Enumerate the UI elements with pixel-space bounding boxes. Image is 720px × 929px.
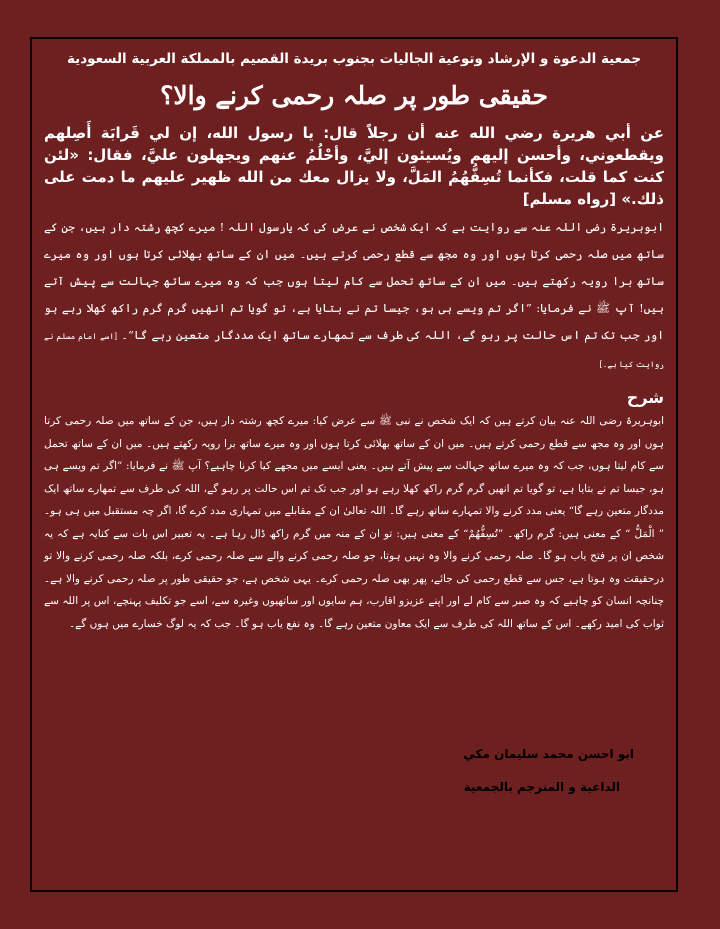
signature-title: الداعية و المنرجم بالجمعية xyxy=(463,780,620,794)
page-title: حقیقی طور پر صلہ رحمی کرنے والا؟ xyxy=(160,81,548,110)
organization-header: جمعية الدعوة و الإرشاد وتوعية الجاليات بجنوب بريدة القصيم بالمملكة العربية السعودية xyxy=(66,51,642,67)
translation-body: ابوہریرۃ رضی اللہ عنہ سے روایت ہے کہ ایک شخص نے عرض کی کہ یارسول اللہ ! میرے کچھ رشتہ دار ہیں، جن کے ساتھ میں صلہ رحمی کرتا ہوں اور وہ مجھ سے قطع رحمی کرتے ہیں۔ میں ان کے ساتھ بھلائی کرتا ہوں اور وہ میرے ساتھ برا رویہ رکھتے ہیں۔ میں ان کے ساتھ تحمل سے کام لیتا ہوں جب کہ وہ میرے ساتھ جہالت سے پیش آتے ہیں! آپ ﷺ نے فرمایا: ”اگر تم ویسے ہی ہو، جیسا تم نے بتایا ہے، تو گویا تم انھیں گرم گرم راکھ کھلا رہے ہو اور جب تک تم اس حالت پر رہو گے، اللہ کی طرف سے تمھارے ساتھ ایک مددگار متعین رہے گا“۔ xyxy=(44,220,664,342)
hadith-source: [رواه مسلم] xyxy=(522,190,617,208)
explanation-text: ابوہریرۃ رضی اللہ عنہ بیان کرتے ہیں کہ ایک شخص نے نبی ﷺ سے عرض کیا: میرے کچھ رشتہ دار ہیں، جن کے ساتھ میں صلہ رحمی کرتا ہوں اور وہ مجھ سے قطع رحمی کرتے ہیں۔ میں ان کے ساتھ بھلائی کرتا ہوں اور وہ میرے ساتھ برا رویہ رکھتے ہیں۔ میں ان کے ساتھ تحمل سے کام لیتا ہوں، جب کہ وہ میرے ساتھ جہالت سے پیش آتے ہیں۔ یعنی ایسے میں مجھے کیا کرنا چاہیے؟ آپ ﷺ نے فرمایا: ”اگر تم ویسے ہی ہو، جیسا تم نے بتایا ہے، تو گویا تم انھیں گرم گرم راکھ کھلا رہے ہو اور جب تک تم اس حالت پر رہو گے، اللہ کی طرف سے تمھارے ساتھ ایک مددگار متعین رہے گا“ یعنی مدد کرنے والا تمہارے ساتھ رہے گا۔ اللہ تعالیٰ ان کے مقابلے میں تمہاری مدد کرے گا، اگر چہ مستقبل میں ہی ہو۔ ” الْمَلُّ “ کے معنی ہیں: گرم راکھ۔ ”تُسِفُّهُمْ“ کے معنی ہیں: تو ان کے منہ میں گرم راکھ ڈال رہا ہے۔ یہ تعبیر اس بات سے کنایہ ہے کہ یہ شخص ان پر فتح یاب ہو گا۔ صلہ رحمی کرنے والا وہ نہیں ہوتا، جو صلہ رحمی کرنے والے سے صلہ رحمی کرے، بلکہ صلہ رحمی کرنے والا تو درحقیقت وہ ہوتا ہے، جس سے قطع رحمی کی جائے، پھر بھی صلہ رحمی کرے۔ یہی شخص ہے، جو حقیقی طور پر صلہ رحمی کرنے والا ہے۔ چنانچہ انسان کو چاہیے کہ وہ صبر سے کام لے اور اپنے عزیزو اقارب، ہم سایوں اور ساتھیوں وغیرہ سے، اسے جو تکلیف پہنچے، اس پر اللہ سے ثواب کی امید رکھے۔ اس کے ساتھ اللہ کی طرف سے ایک معاون متعین رہے گا۔ وہ نفع یاب ہو گا۔ جب کہ یہ لوگ خسارے میں ہوں گے۔ xyxy=(44,415,664,630)
signature-name: ابو احسن محمد سليمان مكي xyxy=(463,747,634,761)
content-frame xyxy=(30,37,678,892)
hadith-arabic-body: عن أبي هريرة رضي الله عنه أن رجلاً قال: يا رسول الله، إن لي قَرابَة أَصِلهم ويقطعوني، وأحسن إليهم ويُسيئون إليَّ، وأحْلُمُ عنهم ويجهلون عليَّ، فقال: «لئن كنت كما قلت، فكأنما تُسِفُّهُمُ المَلَّ، ولا يزال معك من الله ظهير عليهم ما دمت على ذلك.» xyxy=(44,124,664,208)
sharh-heading: شرح xyxy=(626,388,664,407)
hadith-arabic-text xyxy=(44,122,664,210)
translation-note: [اسے امام مسلم نے روایت کیا ہے۔] xyxy=(44,332,664,369)
hadith-translation xyxy=(44,214,664,378)
